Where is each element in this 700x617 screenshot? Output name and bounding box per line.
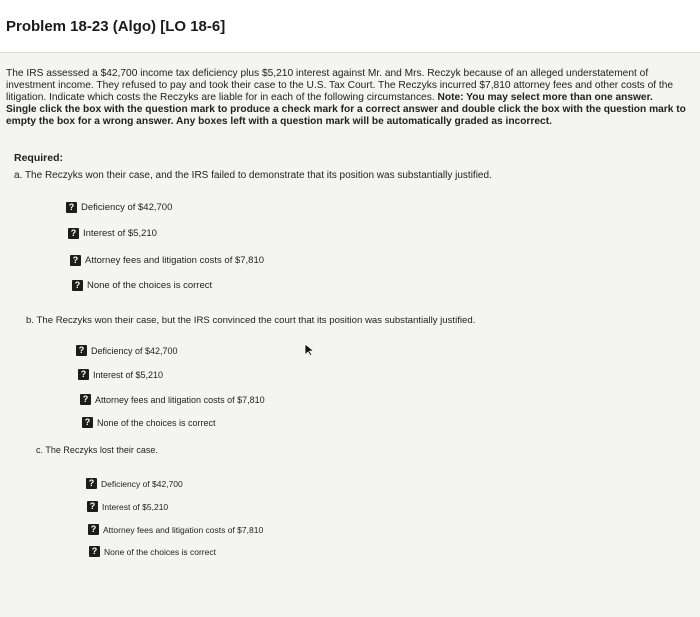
problem-title: Problem 18-23 (Algo) [LO 18-6] — [6, 18, 226, 35]
option-label: Attorney fees and litigation costs of $7,810 — [85, 255, 265, 266]
question-mark-checkbox-icon[interactable]: ? — [86, 478, 97, 489]
problem-instructions — [6, 68, 686, 128]
option-label: Deficiency of $42,700 — [81, 202, 173, 213]
question-mark-checkbox-icon[interactable]: ? — [66, 202, 77, 213]
option-a-attorney-fees[interactable] — [70, 255, 264, 266]
option-label: Attorney fees and litigation costs of $7,810 — [103, 524, 264, 535]
option-label: Deficiency of $42,700 — [91, 345, 178, 356]
option-label: None of the choices is correct — [104, 546, 216, 557]
option-label: Interest of $5,210 — [83, 228, 157, 239]
option-label: Interest of $5,210 — [102, 501, 169, 512]
question-a-prompt: a. The Reczyks won their case, and the IRS failed to demonstrate that its position was substantially justified. — [14, 170, 492, 181]
question-mark-checkbox-icon[interactable]: ? — [87, 501, 98, 512]
question-mark-checkbox-icon[interactable]: ? — [72, 280, 83, 291]
question-mark-checkbox-icon[interactable]: ? — [70, 255, 81, 266]
problem-header — [0, 0, 700, 53]
question-mark-checkbox-icon[interactable]: ? — [68, 228, 79, 239]
question-mark-checkbox-icon[interactable]: ? — [82, 417, 93, 428]
required-label: Required: — [14, 152, 64, 164]
option-label: Attorney fees and litigation costs of $7,810 — [95, 394, 265, 405]
option-c-interest[interactable] — [87, 501, 168, 512]
question-c-prompt: c. The Reczyks lost their case. — [36, 445, 158, 455]
option-c-deficiency[interactable] — [86, 478, 183, 489]
question-mark-checkbox-icon[interactable]: ? — [89, 546, 100, 557]
option-b-deficiency[interactable] — [76, 345, 178, 356]
option-c-attorney-fees[interactable] — [88, 524, 263, 535]
option-a-interest[interactable] — [68, 228, 157, 239]
option-label: Deficiency of $42,700 — [101, 478, 183, 489]
option-a-none[interactable] — [72, 280, 212, 291]
question-b-prompt: b. The Reczyks won their case, but the IRS convinced the court that its position was substantially justified. — [26, 315, 476, 326]
option-c-none[interactable] — [89, 546, 216, 557]
option-b-none[interactable] — [82, 417, 216, 428]
mouse-pointer-icon — [304, 343, 316, 357]
option-b-interest[interactable] — [78, 369, 163, 380]
question-mark-checkbox-icon[interactable]: ? — [76, 345, 87, 356]
option-label: None of the choices is correct — [87, 280, 213, 291]
option-label: None of the choices is correct — [97, 417, 216, 428]
question-mark-checkbox-icon[interactable]: ? — [78, 369, 89, 380]
question-mark-checkbox-icon[interactable]: ? — [88, 524, 99, 535]
option-label: Interest of $5,210 — [93, 369, 164, 380]
option-b-attorney-fees[interactable] — [80, 394, 265, 405]
question-mark-checkbox-icon[interactable]: ? — [80, 394, 91, 405]
problem-description: The IRS assessed a $42,700 income tax deficiency plus $5,210 interest against Mr. and Mrs. Reczyk because of an alleged understatement of investment income. They refused to pay and took their case to the U.S. Tax Court. The Reczyks incurred $7,810 attorney fees and other costs of the litigation. Indicate which costs the Reczyks are liable for in each of the following circumstances. — [6, 68, 674, 103]
grading-note: Note: You may select more than one answer. Single click the box with the question mark to produce a check mark for a correct answer and double click the box with the question mark to empty the box for a wrong answer. Any boxes left with a question mark will be automatically graded as incorrect. — [6, 91, 686, 127]
option-a-deficiency[interactable] — [66, 202, 172, 213]
